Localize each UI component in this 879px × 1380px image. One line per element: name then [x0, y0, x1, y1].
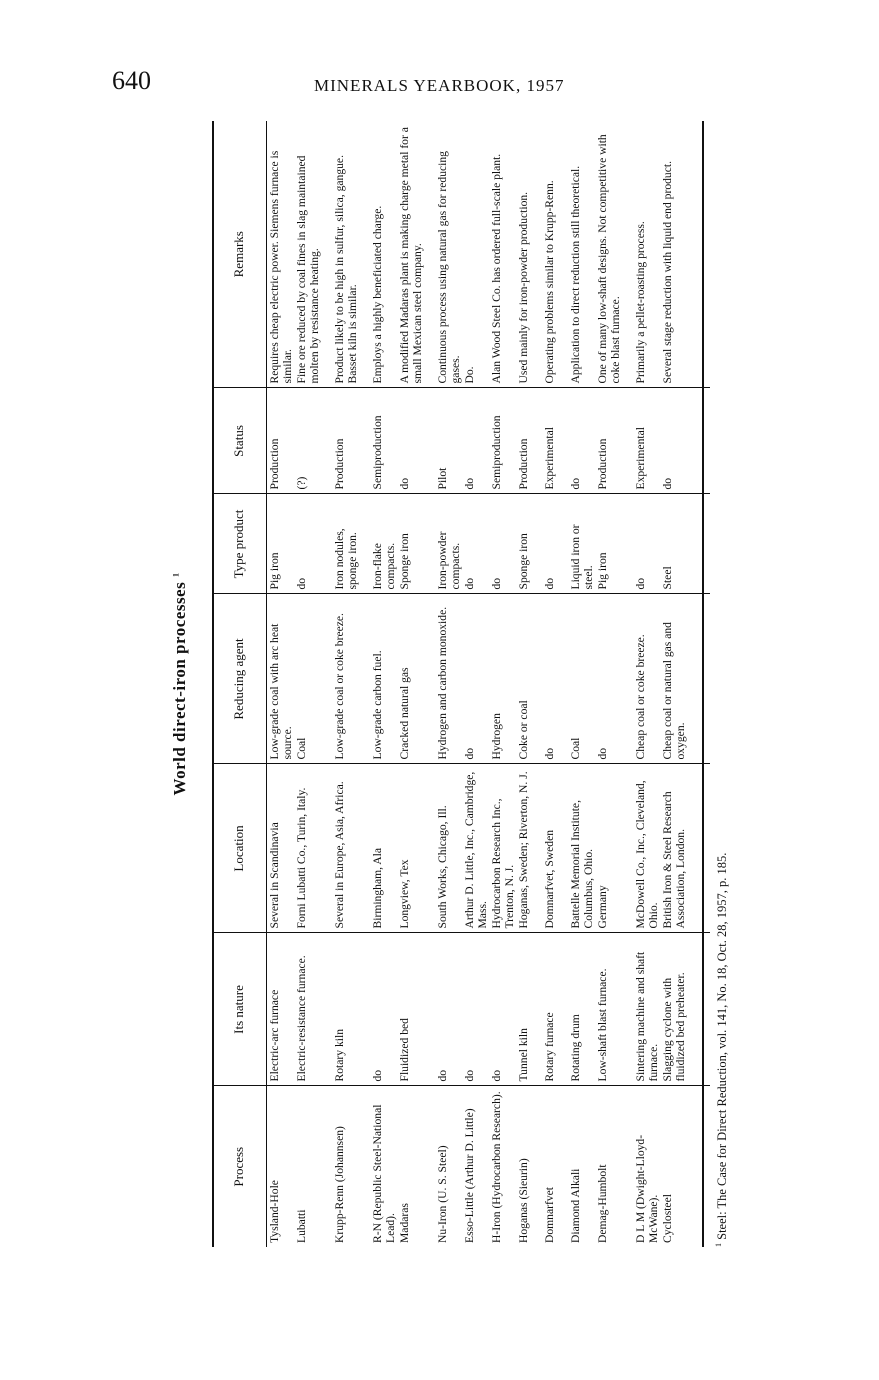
table-cell: A modified Madaras plant is making charge metal for a small Mexican steel company.: [397, 121, 435, 388]
table-title: [170, 121, 190, 1247]
table-cell: Tysland-Hole: [268, 1180, 281, 1243]
table-cell: Arthur D. Little, Inc., Cambridge, Mass.: [462, 764, 489, 933]
table-cell: Sponge iron: [516, 494, 542, 594]
table-cell: do: [660, 388, 710, 494]
table-cell: Madaras: [398, 1203, 411, 1243]
table-cell: Low-shaft blast furnace.: [595, 933, 633, 1086]
table-cell: Low-grade coal with arc heat source.: [267, 594, 295, 764]
table-cell: Cheap coal or coke breeze.: [633, 594, 660, 764]
table-cell: do: [370, 933, 397, 1086]
table-cell: Fine ore reduced by coal fines in slag maintained molten by resistance heating.: [294, 121, 332, 388]
table-row: [397, 121, 435, 1247]
table-cell: Sintering machine and shaft furnace.: [633, 933, 660, 1086]
table-cell: H-Iron (Hydrocarbon Research).: [490, 1091, 503, 1243]
table-cell: Birmingham, Ala: [370, 764, 397, 933]
table-cell: Primarily a pellet-roasting process.: [633, 121, 660, 388]
table-cell: British Iron & Steel Research Association, London.: [660, 764, 710, 933]
table-cell: Requires cheap electric power. Siemens furnace is similar.: [267, 121, 295, 388]
table-cell: D L M (Dwight-Lloyd-McWane).: [634, 1134, 660, 1243]
table-cell: Forni Lubatti Co., Turin, Italy.: [294, 764, 332, 933]
table-cell: Iron nodules, sponge iron.: [332, 494, 370, 594]
table-row: [489, 121, 516, 1247]
footnote-text: Steel: The Case for Direct Reduction, vol. 141, No. 18, Oct. 28, 1957, p. 185.: [715, 852, 730, 1240]
table-cell: Electric-arc furnace: [267, 933, 295, 1086]
table-cell: Germany: [595, 764, 633, 933]
table-cell: Experimental: [633, 388, 660, 494]
table-cell: Coal: [568, 594, 595, 764]
footnote-mark: 1: [714, 1243, 723, 1247]
direct-iron-processes-table: [212, 121, 710, 1247]
running-head: MINERALS YEARBOOK, 1957: [314, 76, 565, 95]
table-cell: Electric-resistance furnace.: [294, 933, 332, 1086]
table-cell: Lubatti: [295, 1209, 308, 1243]
table-row: [332, 121, 370, 1247]
table-cell: McDowell Co., Inc., Cleveland, Ohio.: [633, 764, 660, 933]
table-cell: do: [568, 388, 595, 494]
table-cell: Several stage reduction with liquid end product.: [660, 121, 710, 388]
table-title-footnote-mark: 1: [171, 572, 181, 578]
table-cell: do: [462, 594, 489, 764]
table-cell: Nu-Iron (U. S. Steel): [436, 1145, 449, 1243]
table-cell: Domnarfvet, Sweden: [542, 764, 568, 933]
table-row: [516, 121, 542, 1247]
table-row: [435, 121, 462, 1247]
table-row: [294, 121, 332, 1247]
table-cell: Battelle Memorial Institute, Columbus, Ohio.: [568, 764, 595, 933]
table-cell: Hoganas, Sweden; Riverton, N. J.: [516, 764, 542, 933]
table-cell: Tunnel kiln: [516, 933, 542, 1086]
table-cell: Production: [516, 388, 542, 494]
column-header: Location: [212, 764, 267, 933]
table-cell: Rotary furnace: [542, 933, 568, 1086]
table-title-text: World direct-iron processes: [170, 581, 189, 796]
table-cell: Cheap coal or natural gas and oxygen.: [660, 594, 710, 764]
table-cell: do: [435, 933, 462, 1086]
column-header: Type product: [212, 494, 267, 594]
table-cell: do: [462, 933, 489, 1086]
table-cell: (?): [294, 388, 332, 494]
table-cell: Low-grade coal or coke breeze.: [332, 594, 370, 764]
table-cell: Liquid iron or steel.: [568, 494, 595, 594]
table-cell: Pig iron: [595, 494, 633, 594]
table-cell: Iron-powder compacts.: [435, 494, 462, 594]
table-cell: Coke or coal: [516, 594, 542, 764]
table-row: [462, 121, 489, 1247]
table-cell: do: [397, 388, 435, 494]
table-cell: Hydrogen and carbon monoxide.: [435, 594, 462, 764]
table-cell: do: [489, 494, 516, 594]
table-cell: Production: [267, 388, 295, 494]
table-cell: South Works, Chicago, Ill.: [435, 764, 462, 933]
table-cell: do: [633, 494, 660, 594]
table-cell: Continuous process using natural gas for reducing gases.: [435, 121, 462, 388]
table-cell: Slagging cyclone with fluidized bed preheater.: [660, 933, 710, 1086]
table-cell: Cracked natural gas: [397, 594, 435, 764]
table-bottom-rule: [702, 121, 704, 1247]
table-cell: do: [294, 494, 332, 594]
table-cell: do: [462, 388, 489, 494]
table-cell: Hoganas (Sieurin): [517, 1158, 530, 1243]
table-cell: Semiproduction: [370, 388, 397, 494]
table-cell: Rotary kiln: [332, 933, 370, 1086]
table-frame: [212, 121, 704, 1247]
table-cell: Hydrogen: [489, 594, 516, 764]
table-cell: Several in Europe, Asia, Africa.: [332, 764, 370, 933]
table-cell: Iron-flake compacts.: [370, 494, 397, 594]
table-cell: Pilot: [435, 388, 462, 494]
table-row: [267, 121, 295, 1247]
page-number: 640: [112, 66, 151, 95]
table-cell: do: [595, 594, 633, 764]
table-cell: Longview, Tex: [397, 764, 435, 933]
table-cell: Semiproduction: [489, 388, 516, 494]
table-cell: do: [542, 594, 568, 764]
table-footnote: [714, 853, 730, 1247]
table-cell: Low-grade carbon fuel.: [370, 594, 397, 764]
column-header: Remarks: [212, 121, 267, 388]
table-cell: Experimental: [542, 388, 568, 494]
rotated-table-block: [170, 121, 730, 1247]
table-cell: do: [542, 494, 568, 594]
table-cell: Domnarfvet: [543, 1186, 556, 1243]
table-cell: Application to direct reduction still theoretical.: [568, 121, 595, 388]
table-row: [370, 121, 397, 1247]
column-header: Status: [212, 388, 267, 494]
table-cell: Employs a highly beneficiated charge.: [370, 121, 397, 388]
table-cell: Steel: [660, 494, 710, 594]
table-cell: One of many low-shaft designs. Not competitive with coke blast furnace.: [595, 121, 633, 388]
table-cell: Production: [332, 388, 370, 494]
table-cell: Rotating drum: [568, 933, 595, 1086]
table-cell: Fluidized bed: [397, 933, 435, 1086]
table-cell: R-N (Republic Steel-National Lead).: [371, 1104, 397, 1243]
table-top-rule: [212, 121, 214, 1247]
table-cell: Production: [595, 388, 633, 494]
table-cell: Cyclosteel: [661, 1194, 674, 1243]
table-cell: Operating problems similar to Krupp-Renn.: [542, 121, 568, 388]
column-header: Reducing agent: [212, 594, 267, 764]
table-row: [568, 121, 595, 1247]
table-cell: Used mainly for iron-powder production.: [516, 121, 542, 388]
table-cell: Esso-Little (Arthur D. Little): [463, 1108, 476, 1243]
table-cell: do: [462, 494, 489, 594]
column-header: Process: [212, 1086, 267, 1247]
table-cell: Sponge iron: [397, 494, 435, 594]
table-cell: Product likely to be high in sulfur, silica, gangue. Basset kiln is similar.: [332, 121, 370, 388]
table-row: [542, 121, 568, 1247]
table-cell: Diamond Alkali: [569, 1168, 582, 1243]
column-header: Its nature: [212, 933, 267, 1086]
table-cell: Do.: [462, 121, 489, 388]
table-cell: Demag-Humbolt: [596, 1164, 609, 1243]
table-cell: Alan Wood Steel Co. has ordered full-scale plant.: [489, 121, 516, 388]
table-cell: Krupp-Renn (Johannsen): [333, 1126, 346, 1243]
table-cell: do: [489, 933, 516, 1086]
table-cell: Pig iron: [267, 494, 295, 594]
table-cell: Coal: [294, 594, 332, 764]
table-cell: Hydrocarbon Research Inc., Trenton, N. J.: [489, 764, 516, 933]
table-row: [595, 121, 633, 1247]
table-cell: Several in Scandinavia: [267, 764, 295, 933]
header-row: [212, 121, 267, 1247]
table-row: [633, 121, 660, 1247]
